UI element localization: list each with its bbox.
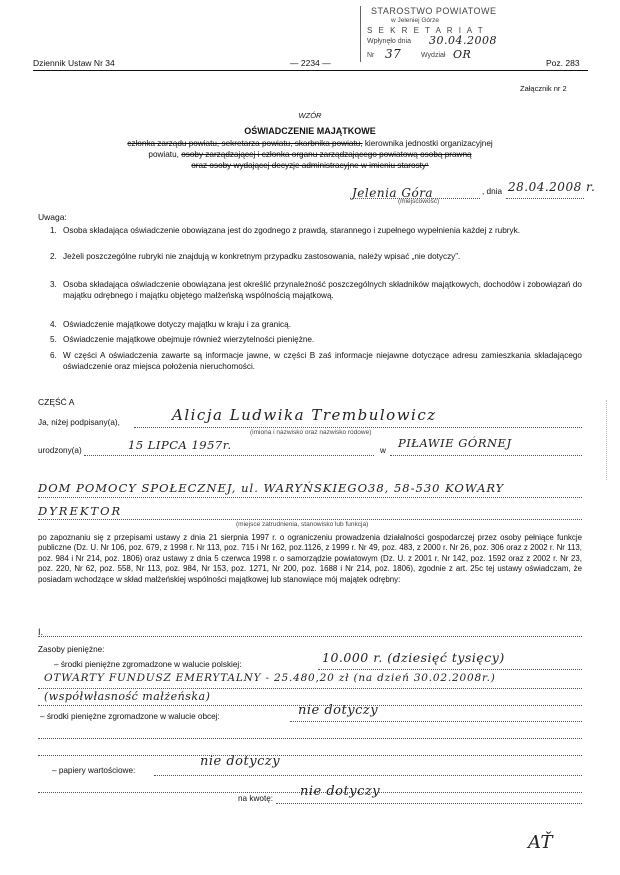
part-a-heading: CZĘŚĆ A bbox=[38, 397, 75, 407]
stamp-number: 37 bbox=[385, 47, 402, 61]
pln-dotted-line-2 bbox=[38, 688, 582, 689]
employment-caption: (miejsce zatrudnienia, stanowisko lub funkcja) bbox=[236, 521, 369, 528]
note-item bbox=[50, 226, 582, 248]
position-number: Poz. 283 bbox=[546, 58, 580, 68]
amount-handwritten: nie dotyczy bbox=[300, 784, 381, 799]
place-handwritten: Jelenia Góra bbox=[352, 186, 434, 200]
birthplace-dotted-line bbox=[390, 455, 582, 456]
title-line-1 bbox=[0, 139, 620, 150]
note-number: 5. bbox=[50, 335, 57, 344]
date-dotted-line bbox=[506, 198, 584, 199]
name-dotted-line bbox=[134, 427, 582, 428]
birthplace-handwritten: PIŁAWIE GÓRNEJ bbox=[398, 436, 512, 450]
legal-basis-text: po zapoznaniu się z przepisami ustawy z dnia 21 sierpnia 1997 r. o ograniczeniu prowadzenia działalności gospodarczej przez osoby pełniące funkcje publiczne (Dz. U. Nr 106, poz. 679, z 1998 r. Nr 113, poz. 715 i Nr 162, poz.1126, z 1999 r. Nr 49, poz. 483, z 2000 r. Nr 26, poz. 306 oraz z 2002 r. Nr 113, poz. 984 i Nr 214, poz. 1806) oraz ustawy z dnia 5 czerwca 1998 r. o samorządzie powiatowym (Dz. U. z 2001 r. Nr 142, poz. 1592 oraz z 2002 r. Nr 23, poz. 220, Nr 62, poz. 558, Nr 113, poz. 984, Nr 153, poz. 1271, Nr 200, poz. 1688 i Nr 214, poz. 1806), zgodnie z art. 25c tej ustawy oświadczam, że posiadam wchodzące w skład małżeńskiej wspólności majątkowej lub stanowiące mój majątek odrębny: bbox=[38, 533, 582, 584]
stamp-line-6: Wydział bbox=[421, 52, 446, 59]
stamp-department: OR bbox=[453, 48, 472, 61]
name-caption: (imiona i nazwisko oraz nazwisko rodowe) bbox=[250, 429, 372, 436]
pln-funds-label: – środki pieniężne zgromadzone w walucie polskiej: bbox=[54, 660, 242, 669]
title-line-2 bbox=[0, 150, 620, 161]
birthplace-label: w bbox=[380, 446, 386, 455]
foreign-dotted-line-3 bbox=[38, 755, 582, 756]
stamp-line-1: STAROSTWO POWIATOWE bbox=[371, 6, 497, 16]
note-text: Osoba składająca oświadczenie obowiązana jest określić przynależność poszczególnych składników majątkowych, dochodów i zobowiązań do majątku odrębnego i majątku objętego małżeńską wspólnością majątkową. bbox=[63, 280, 582, 300]
amount-label: na kwotę: bbox=[238, 794, 274, 803]
foreign-dotted-line-2 bbox=[38, 738, 582, 739]
note-number: 6. bbox=[50, 351, 57, 360]
title-line-2-struck: osoby zarządzającej i członka organu zarządzającego powiatową osobą prawną bbox=[181, 150, 472, 159]
position-dotted-line bbox=[38, 519, 582, 520]
attachment-label: Załącznik nr 2 bbox=[520, 84, 567, 93]
note-item bbox=[50, 252, 582, 274]
note-text: Jeżeli poszczególne rubryki nie znajdują w konkretnym przypadku zastosowania, należy wpisać „nie dotyczy”. bbox=[63, 252, 461, 261]
employer-dotted-line bbox=[38, 497, 582, 498]
notes-heading: Uwaga: bbox=[38, 212, 67, 222]
section-dotted-line bbox=[38, 636, 582, 637]
declarant-name-handwritten: Alicja Ludwika Trembulowicz bbox=[172, 406, 437, 424]
page-number: — 2234 — bbox=[290, 58, 331, 68]
stamp-line-3: S E K R E T A R I A T bbox=[367, 26, 485, 35]
stamp-line-4: Wpłynęło dnia bbox=[367, 38, 411, 45]
title-line-3: oraz osoby wydającej decyzje administracyjne w imieniu starosty¹ bbox=[191, 161, 429, 170]
title-line-2-kept: powiatu, bbox=[148, 150, 182, 159]
scan-edge-mark bbox=[606, 400, 609, 480]
joint-ownership-handwritten: (współwłasność małżeńska) bbox=[44, 690, 211, 703]
foreign-dotted-line-1 bbox=[290, 721, 582, 722]
note-number: 4. bbox=[50, 320, 57, 329]
note-item bbox=[50, 335, 582, 346]
employer-handwritten: DOM POMOCY SPOŁECZNEJ, ul. WARYŃSKIEGO38, 58-530 KOWARY bbox=[38, 481, 505, 495]
header-rule bbox=[33, 70, 588, 71]
form-title: OŚWIADCZENIE MAJĄTKOWE bbox=[244, 126, 376, 136]
signature-initials: AŤ bbox=[528, 832, 554, 853]
note-text: W części A oświadczenia zawarte są informacje jawne, w części B zaś informacje niejawne dotyczące adresu zamieszkania składającego oświadczenie oraz miejsca położenia nieruchomości. bbox=[63, 351, 582, 371]
registry-stamp bbox=[360, 6, 499, 62]
cash-resources-label: Zasoby pieniężne: bbox=[38, 645, 105, 654]
declarant-label: Ja, niżej podpisany(a), bbox=[38, 418, 120, 427]
title-line-1-kept: kierownika jednostki organizacyjnej bbox=[362, 139, 493, 148]
foreign-funds-handwritten: nie dotyczy bbox=[298, 703, 379, 718]
pln-dotted-line-1 bbox=[318, 669, 582, 670]
place-caption: (miejscowość) bbox=[398, 198, 440, 205]
stamp-date: 30.04.2008 bbox=[429, 34, 497, 47]
amount-dotted-line bbox=[276, 803, 582, 804]
foreign-funds-label: – środki pieniężne zgromadzone w walucie obcej: bbox=[40, 712, 220, 721]
section-number: I. bbox=[38, 627, 44, 637]
date-handwritten: 28.04.2008 r. bbox=[508, 180, 596, 194]
stamp-line-5: Nr bbox=[367, 52, 375, 59]
note-item bbox=[50, 320, 582, 331]
birth-date-dotted-line bbox=[84, 455, 374, 456]
birth-date-handwritten: 15 LIPCA 1957r. bbox=[128, 438, 232, 452]
note-item bbox=[50, 351, 582, 373]
note-text: Oświadczenie majątkowe obejmuje również wierzytelności pieniężne. bbox=[63, 335, 315, 344]
stamp-line-2: w Jeleniej Górze bbox=[391, 17, 440, 24]
journal-title: Dziennik Ustaw Nr 34 bbox=[33, 58, 115, 68]
note-number: 3. bbox=[50, 280, 57, 289]
note-item bbox=[50, 280, 582, 313]
note-number: 1. bbox=[50, 226, 57, 235]
model-label: WZÓR bbox=[298, 111, 322, 120]
title-line-1-struck: członka zarządu powiatu, sekretarza powiatu, skarbnika powiatu, bbox=[127, 139, 363, 148]
pension-fund-handwritten: OTWARTY FUNDUSZ EMERYTALNY - 25.480,20 zł (na dzień 30.02.2008r.) bbox=[44, 672, 496, 684]
note-text: Osoba składająca oświadczenie obowiązana jest do zgodnego z prawdą, starannego i zupełnego wypełnienia każdej z rubryk. bbox=[63, 226, 520, 235]
born-label: urodzony(a) bbox=[38, 446, 82, 455]
date-label: , dnia bbox=[482, 187, 503, 196]
securities-handwritten: nie dotyczy bbox=[200, 754, 281, 769]
position-handwritten: DYREKTOR bbox=[38, 504, 123, 518]
securities-dotted-line-1 bbox=[154, 775, 582, 776]
note-text: Oświadczenie majątkowe dotyczy majątku w kraju i za granicą. bbox=[63, 320, 291, 329]
note-number: 2. bbox=[50, 252, 57, 261]
pln-funds-handwritten: 10.000 r. (dziesięć tysięcy) bbox=[322, 650, 505, 665]
securities-label: – papiery wartościowe: bbox=[52, 766, 136, 775]
